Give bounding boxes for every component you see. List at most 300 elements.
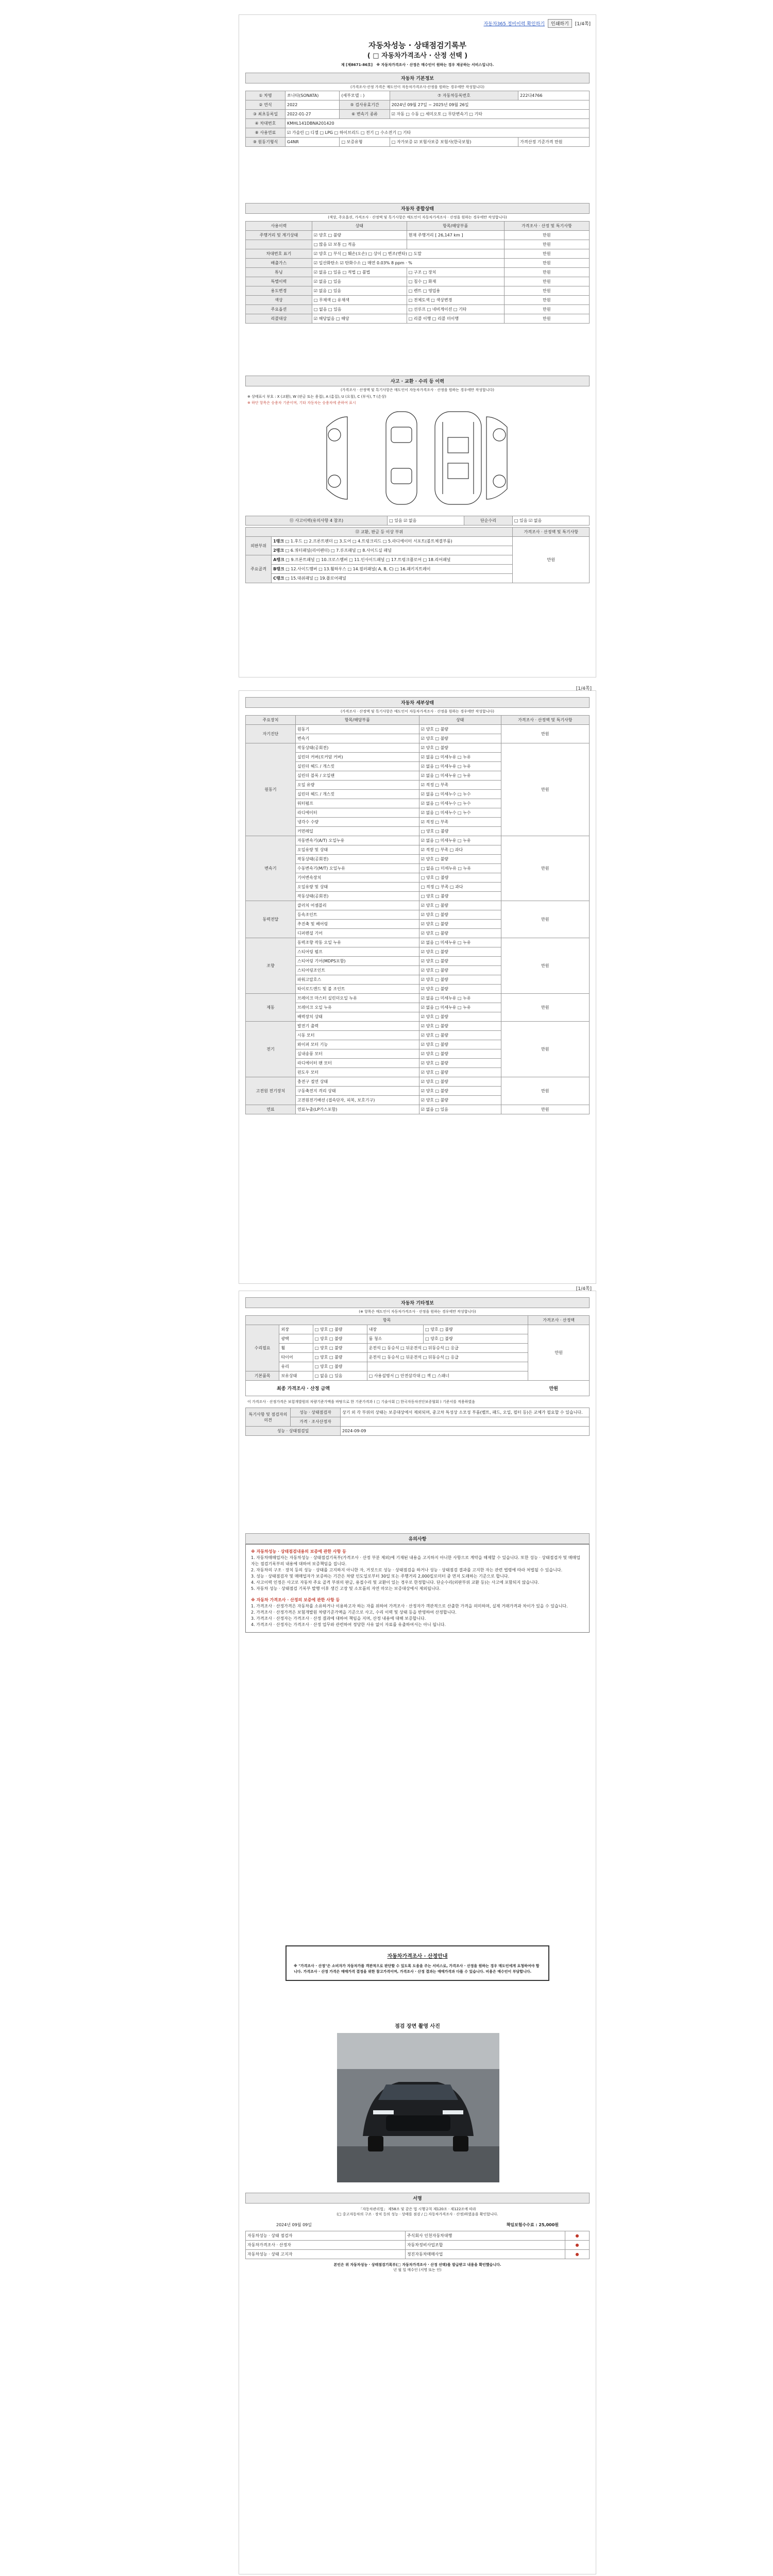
detail-item-label: 시동 모터 <box>295 1031 419 1040</box>
table-row <box>246 259 590 268</box>
cell: 자동차성능 · 상태 고지자 <box>246 2250 406 2259</box>
price-declaration: 이 가격조사 · 산정가격은 보험개발원의 차량기준가액을 바탕으로 한 기준가격과 ( □ 기술사회 □ 한국자동차진단보증협회 ) 기준서를 적용하였음 <box>247 1400 475 1404</box>
cell: 정진자동차매매사업 <box>405 2250 565 2259</box>
notice-item: 4. 사고이력 인정은 사고로 자동차 주요 골격 부위의 판금, 용접수리 및 교환이 있는 경우로 한정합니다. 단순수리(외판부위 교환 등)는 사고에 포함되지 않습니다. <box>251 1580 540 1585</box>
detail-price-cell: 만원 <box>501 901 589 938</box>
detail-item-label: 실린더 블록 / 오일팬 <box>295 771 419 781</box>
table-row <box>246 110 590 119</box>
detail-item-label: 디퍼렌셜 기어 <box>295 929 419 938</box>
cell: 내장 <box>367 1325 424 1334</box>
detail-item-state: □ 양호 □ 불량 <box>419 827 501 836</box>
cell: 가격산정 기준가격 만원 <box>518 138 590 147</box>
cell: 룸 청소 <box>367 1334 424 1344</box>
cell: 운전석 □ 동승석 □ 뒤운전석 □ 뒤동승석 □ 응급 <box>367 1353 528 1362</box>
cell: ☑ 자동 □ 수동 □ 세미오토 □ 무단변속기 □ 기타 <box>390 110 589 119</box>
cell: 만원 <box>504 259 589 268</box>
detail-group-label: 변속기 <box>246 836 296 901</box>
detail-item-label: 타이로드엔드 및 볼 조인트 <box>295 985 419 994</box>
cell: ⑤ 검사유효기간 <box>340 100 390 110</box>
detail-price-cell: 만원 <box>501 1077 589 1105</box>
price-cell: 만원 <box>513 537 590 583</box>
detail-item-state: ☑ 적정 □ 부족 <box>419 781 501 790</box>
detail-item-label: 작동상태(공회전) <box>295 743 419 753</box>
cell: 쏘나타(SONATA) <box>285 91 340 100</box>
detail-item-state: □ 양호 □ 불량 <box>419 892 501 901</box>
detail-item-state: ☑ 없음 □ 미세누유 □ 누유 <box>419 994 501 1003</box>
notice-section <box>245 1533 590 1633</box>
detail-item-state: ☑ 양호 □ 불량 <box>419 1049 501 1059</box>
detail-item-label: 작동상태(공회전) <box>295 855 419 864</box>
detail-item-state: □ 없음 □ 미세누유 □ 누유 <box>419 864 501 873</box>
detail-group-label: 동력전달 <box>246 901 296 938</box>
detail-item-state: ☑ 양호 □ 불량 <box>419 1077 501 1087</box>
table-row <box>246 119 590 128</box>
page-number: [1/4쪽] <box>575 22 591 27</box>
col-header: 가격조사 · 산정액 <box>528 1316 590 1325</box>
notice-item: 1. 자동차매매업자는 자동차성능 · 상태점검기록부(가격조사 · 산정 부분 제외)에 기재된 내용을 고지하지 아니한 사항으로 계약을 해제할 수 있습니다. 또한 성능 · 상태점검자 및 매매업자는 점검기록부의 내용에 대하여 보증책임을 집니다. <box>251 1555 580 1566</box>
col-header: 항목/해당부품 <box>295 716 419 725</box>
detail-price-cell: 만원 <box>501 743 589 836</box>
cell: □ 렌트 □ 영업용 <box>407 286 504 296</box>
table-row <box>246 1408 590 1417</box>
detail-item-state: ☑ 양호 □ 불량 <box>419 1040 501 1049</box>
notice-heading-2: ※ 자동차 가격조사 · 산정의 보증에 관한 사항 등 <box>251 1598 340 1602</box>
detail-item-label: 변속기 <box>295 734 419 743</box>
detail-item-label: 실린더 헤드 / 개스킷 <box>295 790 419 799</box>
table-row <box>246 268 590 277</box>
cell: 용도변경 <box>246 286 312 296</box>
detail-item-label: 기어변속장치 <box>295 873 419 883</box>
table-row <box>246 128 590 138</box>
detail-price-cell: 만원 <box>501 994 589 1022</box>
rank-items: □ 15.대쉬패널 □ 19.플로어패널 <box>285 576 346 581</box>
table-row <box>246 938 590 947</box>
simple-repair-label: 단순수리 <box>464 516 513 526</box>
table-row <box>246 1077 590 1087</box>
cell: 휠 <box>279 1344 313 1353</box>
doc-no-label: 제 <box>341 63 345 67</box>
detail-item-label: 충전구 절연 상태 <box>295 1077 419 1087</box>
table-row <box>246 836 590 845</box>
detail-price-cell: 만원 <box>501 1022 589 1077</box>
other-info-table <box>245 1315 590 1381</box>
detail-item-state: ☑ 없음 □ 미세누유 □ 누유 <box>419 1003 501 1012</box>
price-guide-text: ※ "가격조사 · 산정"은 소비자가 자동차가를 객관적으로 판단할 수 있도록 도움을 주는 서비스로, 가격조사 · 산정을 원하는 경우 매도인에게 요청하여야 합니다. 가격조사 · 산정 가격은 매매가격 결정을 위한 참고가격이며, 가격조사 · 산정 결과는 매매가격과 다를 수 있습니다. 비용은 매수인이 부담합니다. <box>294 1964 540 1974</box>
accident-history-table <box>245 516 590 526</box>
table-row <box>246 296 590 305</box>
table-row <box>246 138 590 147</box>
detail-item-state: ☑ 양호 □ 불량 <box>419 947 501 957</box>
cell: ④ 차대번호 <box>246 119 285 128</box>
car-diagram <box>316 406 517 510</box>
cell: 상기 외 각 부위의 상태는 보증대상에서 제외되며, 중고차 특성상 소모성 부품(벨트, 패드, 오일, 필터 등)은 교체가 필요할 수 있습니다. <box>341 1408 590 1417</box>
detail-group-label: 자기진단 <box>246 725 296 743</box>
col-header: 주요장치 <box>246 716 296 725</box>
detail-item-state: ☑ 양호 □ 불량 <box>419 1087 501 1096</box>
rank-items: □ 9.프론트패널 □ 10.크로스멤버 □ 11.인사이드패널 □ 17.트렁크플로어 □ 18.리어패널 <box>285 557 451 562</box>
cell: 만원 <box>504 305 589 314</box>
detail-item-state: ☑ 양호 □ 불량 <box>419 901 501 910</box>
table-row <box>246 222 590 231</box>
table-row <box>246 314 590 324</box>
cell: 주요옵션 <box>246 305 312 314</box>
rank-label: B랭크 <box>273 567 284 571</box>
print-button[interactable]: 인쇄하기 <box>548 19 572 28</box>
car-side-left-icon <box>327 417 347 499</box>
detail-item-label: 브레이크 오일 누유 <box>295 1003 419 1012</box>
accident-note: (가격조사 · 산정액 및 특기사항은 매도인이 자동차가격조사 · 산정을 원하는 경우에만 작성합니다) <box>340 388 495 392</box>
cell: 주행거리 및 계기상태 <box>246 231 312 240</box>
detail-price-cell: 만원 <box>501 836 589 901</box>
detail-item-label: 실린더 커버(로커암 커버) <box>295 753 419 762</box>
notice-item: 3. 가격조사 · 산정자는 가격조사 · 산정 결과에 대하여 책임을 지며, 산정 내용에 대해 보증합니다. <box>251 1616 426 1621</box>
rank-label: 1랭크 <box>273 539 284 544</box>
cell: 색상 <box>246 296 312 305</box>
detail-item-state: ☑ 양호 □ 불량 <box>419 855 501 864</box>
cell: 만원 <box>528 1325 590 1381</box>
signature-title: 서명 <box>245 2193 590 2204</box>
doc-no-value: [제8671-86호] <box>346 63 373 67</box>
cell: □ 양호 □ 불량 <box>313 1344 367 1353</box>
cell: □ 침수 □ 화재 <box>407 277 504 286</box>
detail-item-state: ☑ 양호 □ 불량 <box>419 975 501 985</box>
basic-info-title: 자동차 기본정보 <box>245 73 590 83</box>
cell: 튜닝 <box>246 268 312 277</box>
detail-item-label: 클러치 어셈블리 <box>295 901 419 910</box>
rank-label: C랭크 <box>273 576 284 581</box>
other-info-note: (※ 항목은 매도인이 자동차가격조사 · 산정을 원하는 경우에만 작성합니다) <box>359 1310 476 1314</box>
detail-group-label: 제동 <box>246 994 296 1022</box>
detail-item-state: ☑ 없음 □ 미세누수 □ 누수 <box>419 808 501 818</box>
cell: 만원 <box>504 249 589 259</box>
cell: 만원 <box>504 231 589 240</box>
detail-item-state: ☑ 없음 □ 있음 <box>419 1105 501 1114</box>
cell: □ 무채색 □ 유채색 <box>312 296 407 305</box>
detail-item-state: ☑ 적정 □ 부족 <box>419 818 501 827</box>
detail-item-state: ☑ 양호 □ 불량 <box>419 985 501 994</box>
table-row <box>246 286 590 296</box>
page-number: [1/4쪽] <box>576 1286 592 1292</box>
cell: 2022-01-27 <box>285 110 340 119</box>
accident-history-section <box>245 516 590 583</box>
insurance-fee: 책임보험수수료 : 25,000원 <box>506 2223 559 2227</box>
cell: 만원 <box>504 240 589 249</box>
cell: ☑ 해당없음 □ 해당 <box>312 314 407 324</box>
detail-group-label: 조향 <box>246 938 296 994</box>
detail-item-label: 추진축 및 베어링 <box>295 920 419 929</box>
table-row <box>246 2231 590 2241</box>
cell: 타이어 <box>279 1353 313 1362</box>
detail-item-state: ☑ 없음 □ 미세누유 □ 누유 <box>419 938 501 947</box>
detail-item-label: 발전기 출력 <box>295 1022 419 1031</box>
detail-item-label: 수동변속기(M/T) 오일누유 <box>295 864 419 873</box>
cell: 자동차정비사업조합 <box>405 2241 565 2250</box>
detail-item-label: 자동변속기(A/T) 오일누유 <box>295 836 419 845</box>
col-header: 상태 <box>312 222 407 231</box>
detail-price-cell: 만원 <box>501 938 589 994</box>
cell: 2022 <box>285 100 340 110</box>
cell: □ 양호 □ 불량 <box>313 1334 367 1344</box>
col-header: 항목 <box>246 1316 528 1325</box>
cell: □ 많음 ☑ 보통 □ 적음 <box>312 240 407 249</box>
cell: □ 양호 □ 불량 <box>424 1325 528 1334</box>
col-header: 항목/해당부품 <box>407 222 504 231</box>
cell: □ 보증유형 <box>340 138 390 147</box>
other-info-section <box>245 1297 590 1436</box>
detail-note: (가격조사 · 산정액 및 특기사항은 매도인이 자동차가격조사 · 산정을 원하는 경우에만 작성합니다) <box>340 709 495 714</box>
detail-item-state: ☑ 양호 □ 불량 <box>419 920 501 929</box>
overall-state-table <box>245 221 590 324</box>
cell: □ 전체도색 □ 색상변경 <box>407 296 504 305</box>
detail-item-state: ☑ 양호 □ 불량 <box>419 743 501 753</box>
table-row <box>246 516 590 526</box>
accident-section <box>245 376 590 406</box>
signature-date: 2024년 09월 09일 <box>276 2223 312 2227</box>
exchange-table <box>245 527 590 583</box>
inspection-photo <box>337 2033 499 2182</box>
page-1 <box>239 14 596 677</box>
cell: 주식회사 인천자동차대행 <box>405 2231 565 2241</box>
detail-item-state: ☑ 양호 □ 불량 <box>419 1096 501 1105</box>
signer-table <box>245 2231 590 2259</box>
rank-items: □ 12.사이드멤버 □ 13.휠하우스 □ 14.필러패널( A, B, C) □ 16.패키지트레이 <box>285 567 431 571</box>
cell: □ 양호 □ 불량 <box>424 1334 528 1344</box>
detail-price-cell: 만원 <box>501 1105 589 1114</box>
cell: □ 자가보증 ☑ 보험사보증 보험사(한국보험) <box>390 138 518 147</box>
price-guide-box <box>285 1945 549 1981</box>
detail-group-label: 고전원 전기장치 <box>246 1077 296 1105</box>
exchange-title: ⑫ 교환, 판금 등 이상 부위 <box>246 528 513 537</box>
cell: ☑ 양호 □ 부식 □ 훼손(오손) □ 상이 □ 변조(변타) □ 도말 <box>312 249 504 259</box>
detail-item-state: ☑ 양호 □ 불량 <box>419 1068 501 1077</box>
signature-text-1: 「자동차관리법」 제58조 및 같은 법 시행규칙 제120조 · 제122조에 따라 <box>359 2207 476 2211</box>
main-frame-label: 주요골격 <box>246 555 272 583</box>
maintenance-history-link[interactable]: 자동차365 정비이력 확인하기 <box>483 22 545 27</box>
cell: 기본품목 <box>246 1371 279 1381</box>
cell: ☑ 일산화탄소 ☑ 탄화수소 □ 매연 0.03% 8 ppm · % <box>312 259 504 268</box>
detail-item-label: 윈도우 모터 <box>295 1068 419 1077</box>
cell: ☑ 양호 □ 불량 <box>312 231 407 240</box>
cell: 자동차가격조사 · 산정자 <box>246 2241 406 2250</box>
detail-item-label: 오일 유량 <box>295 781 419 790</box>
detail-item-label: 브레이크 마스터 실린더오일 누유 <box>295 994 419 1003</box>
photo-title: 점검 장면 촬영 사진 <box>395 2024 440 2029</box>
cell: □ 양호 □ 불량 <box>313 1353 367 1362</box>
doc-title: 자동차성능 · 상태점검기록부 <box>368 41 467 50</box>
cell: 리콜대상 <box>246 314 312 324</box>
cell: ② 연식 <box>246 100 285 110</box>
detail-table <box>245 715 590 1114</box>
cell: ☑ 가솔린 □ 디젤 □ LPG □ 하이브리드 □ 전기 □ 수소전기 □ 기타 <box>285 128 590 138</box>
detail-item-label: 오일유량 및 상태 <box>295 845 419 855</box>
detail-item-label: 연료누출(LP가스포함) <box>295 1105 419 1114</box>
cell: 만원 <box>504 286 589 296</box>
detail-item-label: 등속조인트 <box>295 910 419 920</box>
stamp-icon: ● <box>565 2250 590 2259</box>
detail-item-state: □ 적정 □ 부족 □ 과다 <box>419 883 501 892</box>
cell: 외장 <box>279 1325 313 1334</box>
rank-label: 2랭크 <box>273 548 284 553</box>
table-row <box>246 231 590 240</box>
notice-heading-1: ※ 자동차성능 · 상태점검내용의 보증에 관한 사항 등 <box>251 1549 346 1554</box>
cell: 유리 <box>279 1362 313 1371</box>
signature-footer-2: 년 월 일 매수인 (서명 또는 인) <box>393 2268 442 2272</box>
notice-item: 4. 가격조사 · 산정자는 가격조사 · 산정 업무와 관련하여 정당한 사유 없이 자료를 유출하여서는 아니 됩니다. <box>251 1622 446 1627</box>
cell: ⑧ 사용연료 <box>246 128 285 138</box>
cell: 만원 <box>504 277 589 286</box>
cell <box>407 240 504 249</box>
notice-item: 5. 자동차 성능 · 상태점검 기록부 발행 이후 생긴 고장 및 소모품의 자연 마모는 보증대상에서 제외됩니다. <box>251 1586 441 1591</box>
cell: 2024년 09월 27일 ~ 2025년 09월 26일 <box>390 100 589 110</box>
signature-section <box>245 2193 590 2273</box>
accident-title: 사고 · 교환 · 수리 등 이력 <box>245 376 590 386</box>
stamp-icon: ● <box>565 2241 590 2250</box>
table-row <box>246 901 590 910</box>
detail-item-label: 배력장치 상태 <box>295 1012 419 1022</box>
car-top-view-icon <box>386 412 417 504</box>
cell: 광택 <box>279 1334 313 1344</box>
cell: 차대번호 표기 <box>246 249 312 259</box>
signature-text-2: (□ 중고자동차의 구조 · 장치 등의 성능 · 상태를 점검 / □ 자동차가격조사 · 산정)하였음을 확인합니다. <box>337 2212 498 2216</box>
table-row <box>246 2250 590 2259</box>
table-row <box>246 743 590 753</box>
detail-item-label: 동력조향 작동 오일 누유 <box>295 938 419 947</box>
cell: □ 없음 □ 있음 <box>313 1371 367 1381</box>
detail-item-state: ☑ 없음 □ 미세누유 □ 누유 <box>419 771 501 781</box>
table-row <box>246 305 590 314</box>
cell: (세부모델 : ) <box>340 91 390 100</box>
notice-item: 3. 성능 · 상태점검자 및 매매업자가 보증하는 기간은 차량 인도일로부터 30일 또는 주행거리 2,000킬로미터 중 먼저 도래하는 기준으로 합니다. <box>251 1574 510 1579</box>
detail-group-label: 원동기 <box>246 743 296 836</box>
cell: ☑ 없음 □ 있음 <box>312 286 407 296</box>
table-row <box>246 1105 590 1114</box>
table-row <box>246 716 590 725</box>
car-side-right-icon <box>486 417 507 499</box>
cell: 운전석 □ 동승석 □ 뒤운전석 □ 뒤동승석 □ 응급 <box>367 1344 528 1353</box>
table-row <box>246 249 590 259</box>
doc-subtitle: ( □ 자동차가격조사 · 산정 선택 ) <box>367 52 468 60</box>
accident-history-label: ⑪ 사고이력(유의사항 4 참조) <box>246 516 388 526</box>
basic-info-section <box>245 73 590 147</box>
cell: 만원 <box>504 314 589 324</box>
accident-history-value: □ 있음 ☑ 없음 <box>388 516 464 526</box>
table-row <box>246 1417 590 1427</box>
notice-item: 1. 가격조사 · 산정가격은 자동차를 소유하거나 이용하고자 하는 자를 위하여 가격조사 · 산정자가 객관적으로 산출한 가격을 의미하며, 실제 거래가격과 차이가 있을 수 있습니다. <box>251 1604 568 1608</box>
price-guide-title: 자동차가격조사 · 산정안내 <box>387 1954 448 1959</box>
cell: 만원 <box>504 268 589 277</box>
cell: 성능 · 상태점검자 <box>291 1408 341 1417</box>
col-header: 가격조사 · 산정 및 특기사항 <box>504 222 589 231</box>
signature-footer-1: 본인은 위 자동차성능 · 상태점검기록부(□ 자동차가격조사 · 산정 선택)를 발급받고 내용을 확인했습니다. <box>333 2263 501 2267</box>
accident-legend-2: ※ 하단 항목은 승용차 기준이며, 기타 자동차는 승용차에 준하여 표시 <box>247 401 356 405</box>
detail-group-label: 전기 <box>246 1022 296 1077</box>
detail-item-label: 고전원전기배선 (접속단자, 피복, 보호기구) <box>295 1096 419 1105</box>
detail-item-state: ☑ 적정 □ 부족 □ 과다 <box>419 845 501 855</box>
detail-item-state: ☑ 없음 □ 미세누수 □ 누수 <box>419 799 501 808</box>
rank-label: A랭크 <box>273 557 284 562</box>
detail-item-label: 작동상태(공회전) <box>295 892 419 901</box>
detail-item-label: 와이퍼 모터 기능 <box>295 1040 419 1049</box>
detail-item-state: ☑ 없음 □ 미세누유 □ 누유 <box>419 753 501 762</box>
detail-title: 자동차 세부상태 <box>245 697 590 708</box>
cell: KMHL141DBNA201420 <box>285 119 590 128</box>
detail-item-state: □ 양호 □ 불량 <box>419 873 501 883</box>
detail-item-label: 워터펌프 <box>295 799 419 808</box>
detail-item-state: ☑ 양호 □ 불량 <box>419 1059 501 1068</box>
detail-item-label: 스티어링조인트 <box>295 966 419 975</box>
simple-repair-value: □ 있음 ☑ 없음 <box>512 516 589 526</box>
table-row <box>246 528 590 537</box>
basic-info-note: (가격조사·산정 가격은 매도인이 자동차가격조사·산정을 원하는 경우에만 작성합니다) <box>350 85 484 89</box>
detail-item-label: 라디에이터 팬 모터 <box>295 1059 419 1068</box>
table-row <box>246 1316 590 1325</box>
overall-state-section <box>245 203 590 324</box>
detail-price-cell: 만원 <box>501 725 589 743</box>
detail-item-state: ☑ 없음 □ 미세누유 □ 누유 <box>419 762 501 771</box>
table-row <box>246 91 590 100</box>
cell: □ 없음 □ 있음 <box>312 305 407 314</box>
detail-item-label: 커먼레일 <box>295 827 419 836</box>
cell: ☑ 없음 □ 있음 □ 적법 □ 불법 <box>312 268 407 277</box>
col-header: 상태 <box>419 716 501 725</box>
table-row <box>246 277 590 286</box>
detail-item-label: 실내송풍 모터 <box>295 1049 419 1059</box>
cell: ① 차명 <box>246 91 285 100</box>
doc-subnote: ※ 자동차가격조사 · 산정은 매수인이 원하는 경우 제공하는 서비스입니다. <box>376 63 494 67</box>
detail-item-state: ☑ 양호 □ 불량 <box>419 734 501 743</box>
table-row <box>246 240 590 249</box>
cell: 보유상태 <box>279 1371 313 1381</box>
table-row <box>246 1427 590 1436</box>
cell: 자동차성능 · 상태 점검자 <box>246 2231 406 2241</box>
cell: □ 선루프 □ 네비게이션 □ 기타 <box>407 305 504 314</box>
cell: □ 양호 □ 불량 <box>313 1362 367 1371</box>
cell: G4NR <box>285 138 340 147</box>
cell: □ 리콜 이행 □ 리콜 미이행 <box>407 314 504 324</box>
cell: □ 사용설명서 □ 안전삼각대 □ 잭 □ 스패너 <box>367 1371 528 1381</box>
rank-items: □ 1.후드 □ 2.프론트펜더 □ 3.도어 □ 4.트렁크리드 □ 5.라디에이터 서포트(볼트체결부품) <box>285 539 452 544</box>
detail-item-state: ☑ 양호 □ 불량 <box>419 910 501 920</box>
cell: 배출가스 <box>246 259 312 268</box>
table-row <box>246 725 590 734</box>
rank-items: □ 6.쿼터패널(리어펜더) □ 7.루프패널 □ 8.사이드실 패널 <box>285 548 392 553</box>
cell: 수리필요 <box>246 1325 279 1371</box>
detail-item-state: ☑ 없음 □ 미세누유 □ 누유 <box>419 836 501 845</box>
detail-item-state: ☑ 양호 □ 불량 <box>419 1031 501 1040</box>
notice-title: 유의사항 <box>245 1533 590 1544</box>
cell: 222다4766 <box>518 91 590 100</box>
cell: ⑥ 변속기 종류 <box>340 110 390 119</box>
table-row <box>246 1022 590 1031</box>
inspector-opinion-table <box>245 1408 590 1436</box>
table-row <box>246 537 590 546</box>
notice-item: 2. 가격조사 · 산정가격은 보험개발원 차량기준가액을 기준으로 사고, 수리 이력 및 상태 등을 반영하여 산정합니다. <box>251 1610 457 1615</box>
table-row <box>246 1325 590 1334</box>
cell: ③ 최초등록일 <box>246 110 285 119</box>
detail-item-label: 스티어링 펌프 <box>295 947 419 957</box>
detail-item-label: 냉각수 수량 <box>295 818 419 827</box>
car-photo-icon <box>337 2033 499 2182</box>
final-price-unit: 만원 <box>549 1386 558 1392</box>
cell: 가격 · 조사산정자 <box>291 1417 341 1427</box>
cell: □ 구조 □ 장치 <box>407 268 504 277</box>
detail-item-label: 오일유량 및 상태 <box>295 883 419 892</box>
cell: 특별이력 <box>246 277 312 286</box>
cell: 2024-09-09 <box>341 1427 590 1436</box>
overall-state-title: 자동차 종합상태 <box>245 203 590 214</box>
detail-item-state: ☑ 양호 □ 불량 <box>419 1012 501 1022</box>
detail-item-state: ☑ 양호 □ 불량 <box>419 929 501 938</box>
